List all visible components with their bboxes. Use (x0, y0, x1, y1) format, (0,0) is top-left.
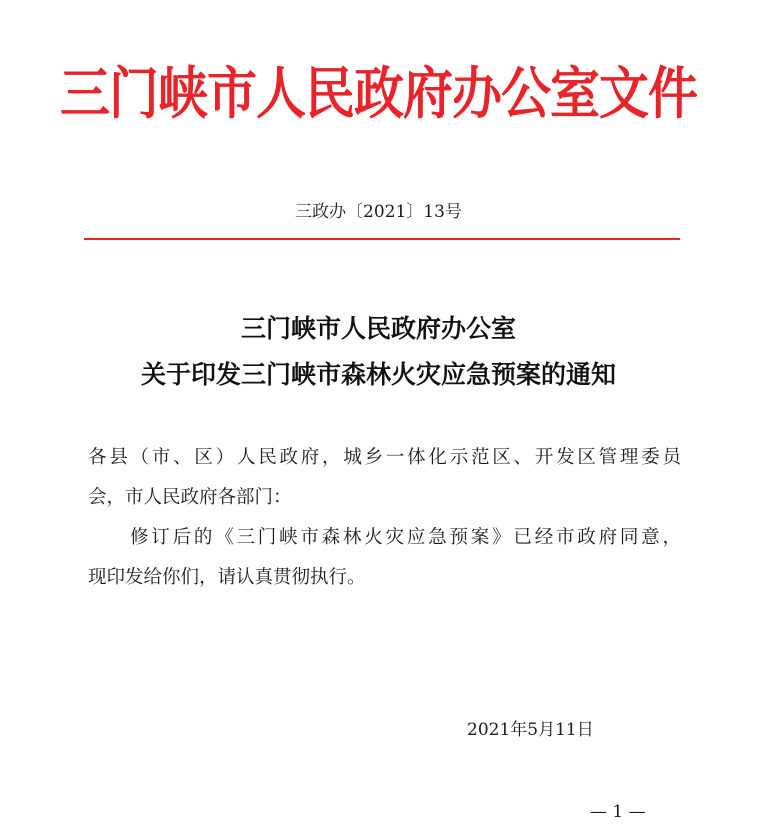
notice-title-line-2: 关于印发三门峡市森林火灾应急预案的通知 (140, 360, 616, 389)
notice-title-line-1: 三门峡市人民政府办公室 (240, 314, 516, 343)
document-masthead: 三门峡市人民政府办公室文件 (60, 60, 697, 127)
body-paragraph-line-1: 修订后的《三门峡市森林火灾应急预案》已经市政府同意， (130, 527, 681, 548)
recipients-line-2: 会，市人民政府各部门： (88, 487, 292, 508)
page-number: — 1 — (590, 802, 646, 822)
document-number: 三政办〔2021〕13号 (295, 202, 462, 222)
recipients-line-1: 各县（市、区）人民政府，城乡一体化示范区、开发区管理委员 (88, 447, 681, 468)
red-divider-line (84, 238, 680, 240)
issue-date: 2021年5月11日 (467, 720, 594, 740)
body-paragraph-line-2: 现印发给你们，请认真贯彻执行。 (88, 567, 366, 588)
